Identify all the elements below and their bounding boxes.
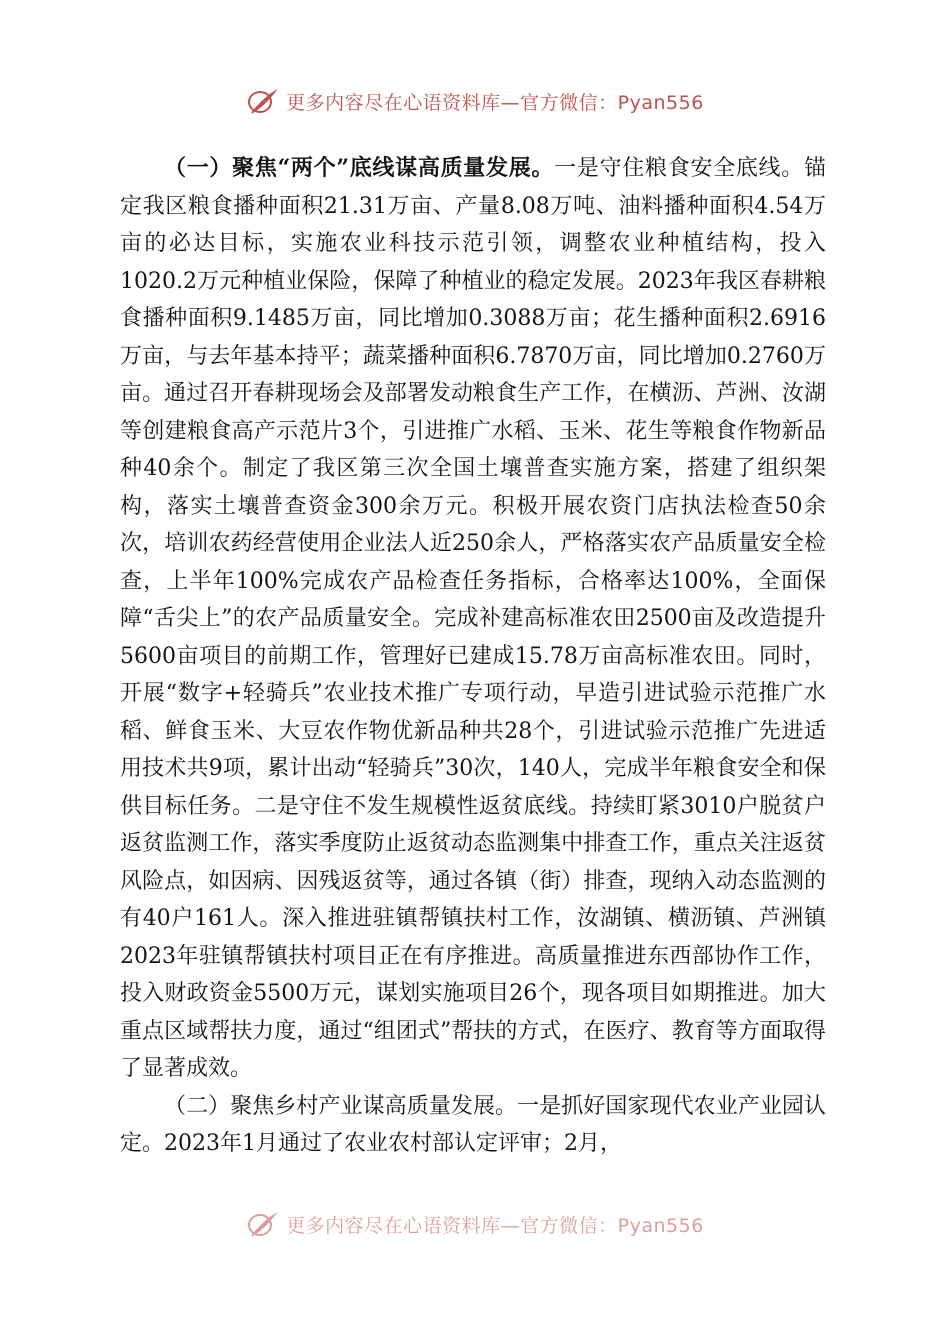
paragraph-text: （二）聚焦乡村产业谋高质量发展。一是抓好国家现代农业产业园认定。2023年1月通过了农业农村部认定评审；2月，	[120, 1093, 826, 1156]
watermark-text: 更多内容尽在心语资料库—官方微信：Pyan556	[286, 1214, 704, 1237]
paragraph-2	[120, 1088, 826, 1163]
quill-logo-icon	[246, 86, 280, 116]
watermark-text: 更多内容尽在心语资料库—官方微信：Pyan556	[286, 91, 704, 114]
paragraph-1	[120, 150, 826, 1088]
watermark-header	[0, 86, 950, 116]
watermark-footer	[0, 1209, 950, 1239]
paragraph-heading: （一）聚焦“两个”底线谋高质量发展。	[164, 155, 555, 181]
paragraph-text: 一是守住粮食安全底线。锚定我区粮食播种面积21.31万亩、产量8.08万吨、油料播种面积4.54万亩的必达目标，实施农业科技示范引领，调整农业种植结构，投入1020.2万元种植业保险，保障了种植业的稳定发展。2023年我区春耕粮食播种面积9.1485万亩，同比增加0.3088万亩；花生播种面积2.6916万亩，与去年基本持平；蔬菜播种面积6.7870万亩，同比增加0.2760万亩。通过召开春耕现场会及部署发动粮食生产工作，在横沥、芦洲、汝湖等创建粮食高产示范片3个，引进推广水稻、玉米、花生等粮食作物新品种40余个。制定了我区第三次全国土壤普查实施方案，搭建了组织架构，落实土壤普查资金300余万元。积极开展农资门店执法检查50余次，培训农药经营使用企业法人近250余人，严格落实农产品质量安全检查，上半年100%完成农产品检查任务指标，合格率达100%，全面保障“舌尖上”的农产品质量安全。完成补建高标准农田2500亩及改造提升5600亩项目的前期工作，管理好已建成15.78万亩高标准农田。同时，开展“数字+轻骑兵”农业技术推广专项行动，早造引进试验示范推广水稻、鲜食玉米、大豆农作物优新品种共28个，引进试验示范推广先进适用技术共9项，累计出动“轻骑兵”30次，140人，完成半年粮食安全和保供目标任务。二是守住不发生规模性返贫底线。持续盯紧3010户脱贫户返贫监测工作，落实季度防止返贫动态监测集中排查工作，重点关注返贫风险点，如因病、因残返贫等，通过各镇（街）排查，现纳入动态监测的有40户161人。深入推进驻镇帮镇扶村工作，汝湖镇、横沥镇、芦洲镇2023年驻镇帮镇扶村项目正在有序推进。高质量推进东西部协作工作，投入财政资金5500万元，谋划实施项目26个，现各项目如期推进。加大重点区域帮扶力度，通过“组团式”帮扶的方式，在医疗、教育等方面取得了显著成效。	[120, 156, 827, 1081]
document-body	[120, 150, 826, 1163]
quill-logo-icon	[246, 1209, 280, 1239]
